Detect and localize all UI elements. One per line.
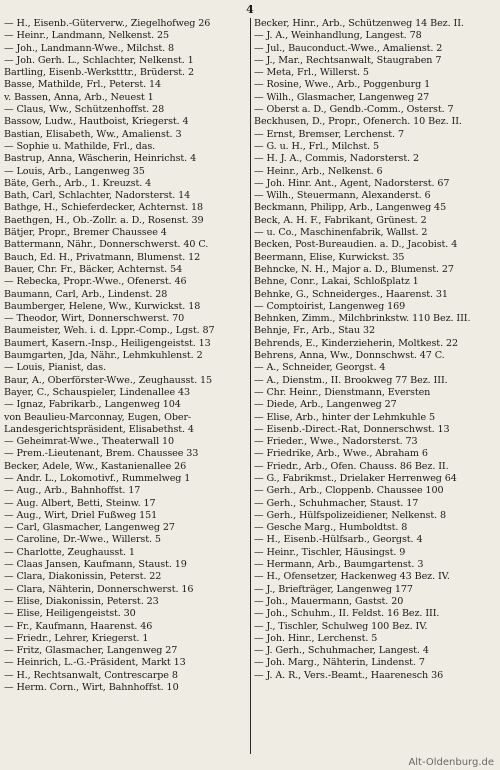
directory-entry: — Louis, Arb., Langenweg 35 [4, 165, 145, 177]
directory-entry: Behne, Conr., Lakai, Schloßplatz 1 [254, 276, 419, 288]
directory-entry: — Frieder., Wwe., Nadorsterst. 73 [254, 436, 418, 448]
directory-entry: — Joh., Landmann-Wwe., Milchst. 8 [4, 42, 174, 54]
directory-entry: Bauch, Ed. H., Privatmann, Blumenst. 12 [4, 251, 201, 263]
directory-entry: — Hermann, Arb., Baumgartenst. 3 [254, 559, 424, 571]
directory-entry: — Heinr., Tischler, Häusingst. 9 [254, 546, 406, 558]
directory-entry: Becker, Adele, Ww., Kastanienallee 26 [4, 460, 187, 472]
directory-entry: — Gesche Marg., Humboldtst. 8 [254, 522, 408, 534]
directory-entry: — Joh. Marg., Nähterin, Lindenst. 7 [254, 657, 425, 669]
directory-entry: — Chr. Heinr., Dienstmann, Eversten [254, 386, 431, 398]
directory-entry: — H. J. A., Commis, Nadorsterst. 2 [254, 153, 420, 165]
directory-entry: — Gerh., Schuhmacher, Staust. 17 [254, 497, 419, 509]
directory-entry: — Joh. Hinr., Lerchenst. 5 [254, 632, 378, 644]
directory-entry: — Claus, Ww., Schützenhoffst. 28 [4, 104, 165, 116]
directory-entry: — J., Tischler, Schulweg 100 Bez. IV. [254, 620, 428, 632]
directory-entry: Baumgarten, Jda, Nähr., Lehmkuhlenst. 2 [4, 350, 203, 362]
directory-entry: — Friedrike, Arb., Wwe., Abraham 6 [254, 448, 428, 460]
directory-entry: — Carl, Glasmacher, Langenweg 27 [4, 522, 175, 534]
directory-entry: — Gerh., Hülfspolizeidiener, Nelkenst. 8 [254, 509, 447, 521]
directory-entry: Bartling, Eisenb.-Werkstttr., Brüderst. 2 [4, 67, 194, 79]
directory-entry: Becker, Hinr., Arb., Schützenweg 14 Bez. II. [254, 18, 464, 29]
directory-entry: — Charlotte, Zeughausst. 1 [4, 546, 135, 558]
directory-entry: — Clara, Diakonissin, Peterst. 22 [4, 571, 162, 583]
directory-entry: — Gerh., Arb., Cloppenb. Chaussee 100 [254, 485, 444, 497]
directory-entry: — Comptoirist, Langenweg 169 [254, 300, 406, 312]
column-divider [250, 18, 251, 754]
directory-entry: — Wilh., Steuermann, Alexanderst. 6 [254, 190, 431, 202]
directory-entry: — Claas Jansen, Kaufmann, Staust. 19 [4, 559, 187, 571]
directory-entry: — Herm. Corn., Wirt, Bahnhoffst. 10 [4, 682, 179, 694]
directory-entry: Becken, Post-Bureaudien. a. D., Jacobist. 4 [254, 239, 458, 251]
directory-entry: — u. Co., Maschinenfabrik, Wallst. 2 [254, 227, 428, 239]
directory-entry: Bätjer, Propr., Bremer Chaussee 4 [4, 227, 167, 239]
directory-entry: — Louis, Pianist, das. [4, 362, 107, 374]
directory-entry: — A., Dienstm., II. Brookweg 77 Bez. III. [254, 374, 448, 386]
left-column [4, 18, 250, 694]
directory-entry: — Prem.-Lieutenant, Brem. Chaussee 33 [4, 448, 199, 460]
directory-entry: — G. u. H., Frl., Milchst. 5 [254, 140, 380, 152]
directory-entry: — Joh. Gerh. L., Schlachter, Nelkenst. 1 [4, 54, 194, 66]
directory-entry: Baumert, Kasern.-Insp., Heiligengeistst. 13 [4, 337, 211, 349]
directory-entry: Baumeister, Weh. i. d. Lppr.-Comp., Lgst. 87 [4, 325, 215, 337]
directory-entry: Bayer, C., Schauspieler, Lindenallee 43 [4, 386, 191, 398]
directory-entry: — Heinr., Arb., Nelkenst. 6 [254, 165, 383, 177]
directory-entry: — Aug., Wirt, Driel Fußweg 151 [4, 509, 158, 521]
directory-entry: Bauer, Chr. Fr., Bäcker, Achternst. 54 [4, 263, 183, 275]
directory-entry: Behnke, G., Schneiderges., Haarenst. 31 [254, 288, 448, 300]
directory-entry: Baethgen, H., Ob.-Zollr. a. D., Rosenst. 39 [4, 214, 204, 226]
directory-entry: Behrends, E., Kinderzieherin, Moltkest. 22 [254, 337, 458, 349]
directory-entry: — Joh., Mauermann, Gastst. 20 [254, 595, 404, 607]
directory-entry: Bastrup, Anna, Wäscherin, Heinrichst. 4 [4, 153, 197, 165]
directory-entry: v. Bassen, Anna, Arb., Neuest 1 [4, 91, 154, 103]
directory-entry: — Rosine, Wwe., Arb., Poggenburg 1 [254, 79, 431, 91]
directory-entry: — J., Mar., Rechtsanwalt, Staugraben 7 [254, 54, 442, 66]
directory-entry: — Wilh., Glasmacher, Langenweg 27 [254, 91, 430, 103]
directory-entry: — Theodor, Wirt, Donnerschwerst. 70 [4, 313, 185, 325]
directory-entry: — Joh. Hinr. Ant., Agent, Nadorsterst. 67 [254, 177, 450, 189]
directory-entry: — Friedr., Arb., Ofen. Chauss. 86 Bez. II. [254, 460, 449, 472]
directory-entry: — Heinrich, L.-G.-Präsident, Markt 13 [4, 657, 186, 669]
directory-entry: von Beaulieu-Marconnay, Eugen, Ober- [4, 411, 192, 423]
directory-entry: Beck, A. H. F., Fabrikant, Grünest. 2 [254, 214, 427, 226]
directory-entry: — Meta, Frl., Willerst. 5 [254, 67, 369, 79]
directory-entry: — Geheimrat-Wwe., Theaterwall 10 [4, 436, 175, 448]
directory-entry: — Heinr., Landmann, Nelkenst. 25 [4, 30, 169, 42]
directory-entry: Behncke, N. H., Major a. D., Blumenst. 27 [254, 263, 454, 275]
page-number: 4 [246, 3, 254, 16]
directory-entry: — A., Schneider, Georgst. 4 [254, 362, 386, 374]
directory-entry: — H., Eisenb.-Hülfsarb., Georgst. 4 [254, 534, 423, 546]
directory-entry: Behnje, Fr., Arb., Stau 32 [254, 325, 375, 337]
directory-entry: — Ernst, Bremser, Lerchenst. 7 [254, 128, 404, 140]
directory-entry: — Jul., Bauconduct.-Wwe., Amalienst. 2 [254, 42, 443, 54]
directory-entry: Bassow, Ludw., Hautboist, Kriegerst. 4 [4, 116, 189, 128]
watermark: Alt-Oldenburg.de [408, 757, 494, 768]
directory-entry: — J. Gerh., Schuhmacher, Langest. 4 [254, 645, 429, 657]
directory-entry: — Elise, Heiligengeistst. 30 [4, 608, 136, 620]
directory-entry: — Aug. Albert, Betti, Steinw. 17 [4, 497, 156, 509]
directory-entry: — Andr. L., Lokomotivf., Rummelweg 1 [4, 472, 191, 484]
directory-entry: Behnken, Zimm., Milchbrinkstw. 110 Bez. III. [254, 313, 471, 325]
directory-entry: — Aug., Arb., Bahnhoffst. 17 [4, 485, 141, 497]
directory-entry: Bäte, Gerh., Arb., 1. Kreuzst. 4 [4, 177, 152, 189]
directory-entry: — Diede, Arb., Langenweg 27 [254, 399, 397, 411]
directory-entry: Beermann, Elise, Kurwickst. 35 [254, 251, 405, 263]
directory-entry: — Ignaz, Fabrikarb., Langenweg 104 [4, 399, 181, 411]
directory-entry: Baumann, Carl, Arb., Lindenst. 28 [4, 288, 168, 300]
directory-entry: — Sophie u. Mathilde, Frl., das. [4, 140, 156, 152]
directory-entry: — H., Rechtsanwalt, Contrescarpe 8 [4, 669, 178, 681]
directory-entry: — Clara, Nähterin, Donnerschwerst. 16 [4, 583, 194, 595]
directory-entry: Basse, Mathilde, Frl., Peterst. 14 [4, 79, 161, 91]
directory-entry: — J., Briefträger, Langenweg 177 [254, 583, 413, 595]
directory-entry: — H., Eisenb.-Güterverw., Ziegelhofweg 26 [4, 18, 211, 29]
directory-entry: Bastian, Elisabeth, Ww., Amalienst. 3 [4, 128, 182, 140]
directory-entry: — Elise, Diakonissin, Peterst. 23 [4, 595, 159, 607]
directory-entry: — G., Fabrikmst., Drielaker Herrenweg 64 [254, 472, 457, 484]
directory-entry: — Oberst a. D., Gendb.-Comm., Osterst. 7 [254, 104, 454, 116]
directory-entry: Bathge, H., Schieferdecker, Achternst. 18 [4, 202, 203, 214]
directory-entry: — Friedr., Lehrer, Kriegerst. 1 [4, 632, 149, 644]
directory-entry: Bath, Carl, Schlachter, Nadorsterst. 14 [4, 190, 191, 202]
directory-entry: — Caroline, Dr.-Wwe., Willerst. 5 [4, 534, 161, 546]
directory-entry: Behrens, Anna, Ww., Donnschwst. 47 C. [254, 350, 445, 362]
directory-entry: — Fritz, Glasmacher, Langenweg 27 [4, 645, 178, 657]
directory-entry: Baur, A., Oberförster-Wwe., Zeughausst. 15 [4, 374, 213, 386]
directory-entry: — Fr., Kaufmann, Haarenst. 46 [4, 620, 153, 632]
directory-entry: — J. A. R., Vers.-Beamt., Haarenesch 36 [254, 669, 444, 681]
right-column [254, 18, 498, 682]
directory-entry: — H., Ofensetzer, Hackenweg 43 Bez. IV. [254, 571, 450, 583]
directory-entry: — Elise, Arb., hinter der Lehmkuhle 5 [254, 411, 436, 423]
directory-entry: Landesgerichtspräsident, Elisabethst. 4 [4, 423, 194, 435]
directory-entry: — Eisenb.-Direct.-Rat, Donnerschwst. 13 [254, 423, 450, 435]
directory-entry: — Joh., Schuhm., II. Feldst. 16 Bez. III. [254, 608, 440, 620]
directory-entry: — J. A., Weinhandlung, Langest. 78 [254, 30, 422, 42]
directory-entry: Baumberger, Helene, Ww., Kurwickst. 18 [4, 300, 201, 312]
directory-entry: Beckmann, Philipp, Arb., Langenweg 45 [254, 202, 447, 214]
directory-entry: Beckhusen, D., Propr., Ofenerch. 10 Bez. II. [254, 116, 462, 128]
directory-entry: Battermann, Nähr., Donnerschwerst. 40 C. [4, 239, 209, 251]
directory-entry: — Rebecka, Propr.-Wwe., Ofenerst. 46 [4, 276, 187, 288]
